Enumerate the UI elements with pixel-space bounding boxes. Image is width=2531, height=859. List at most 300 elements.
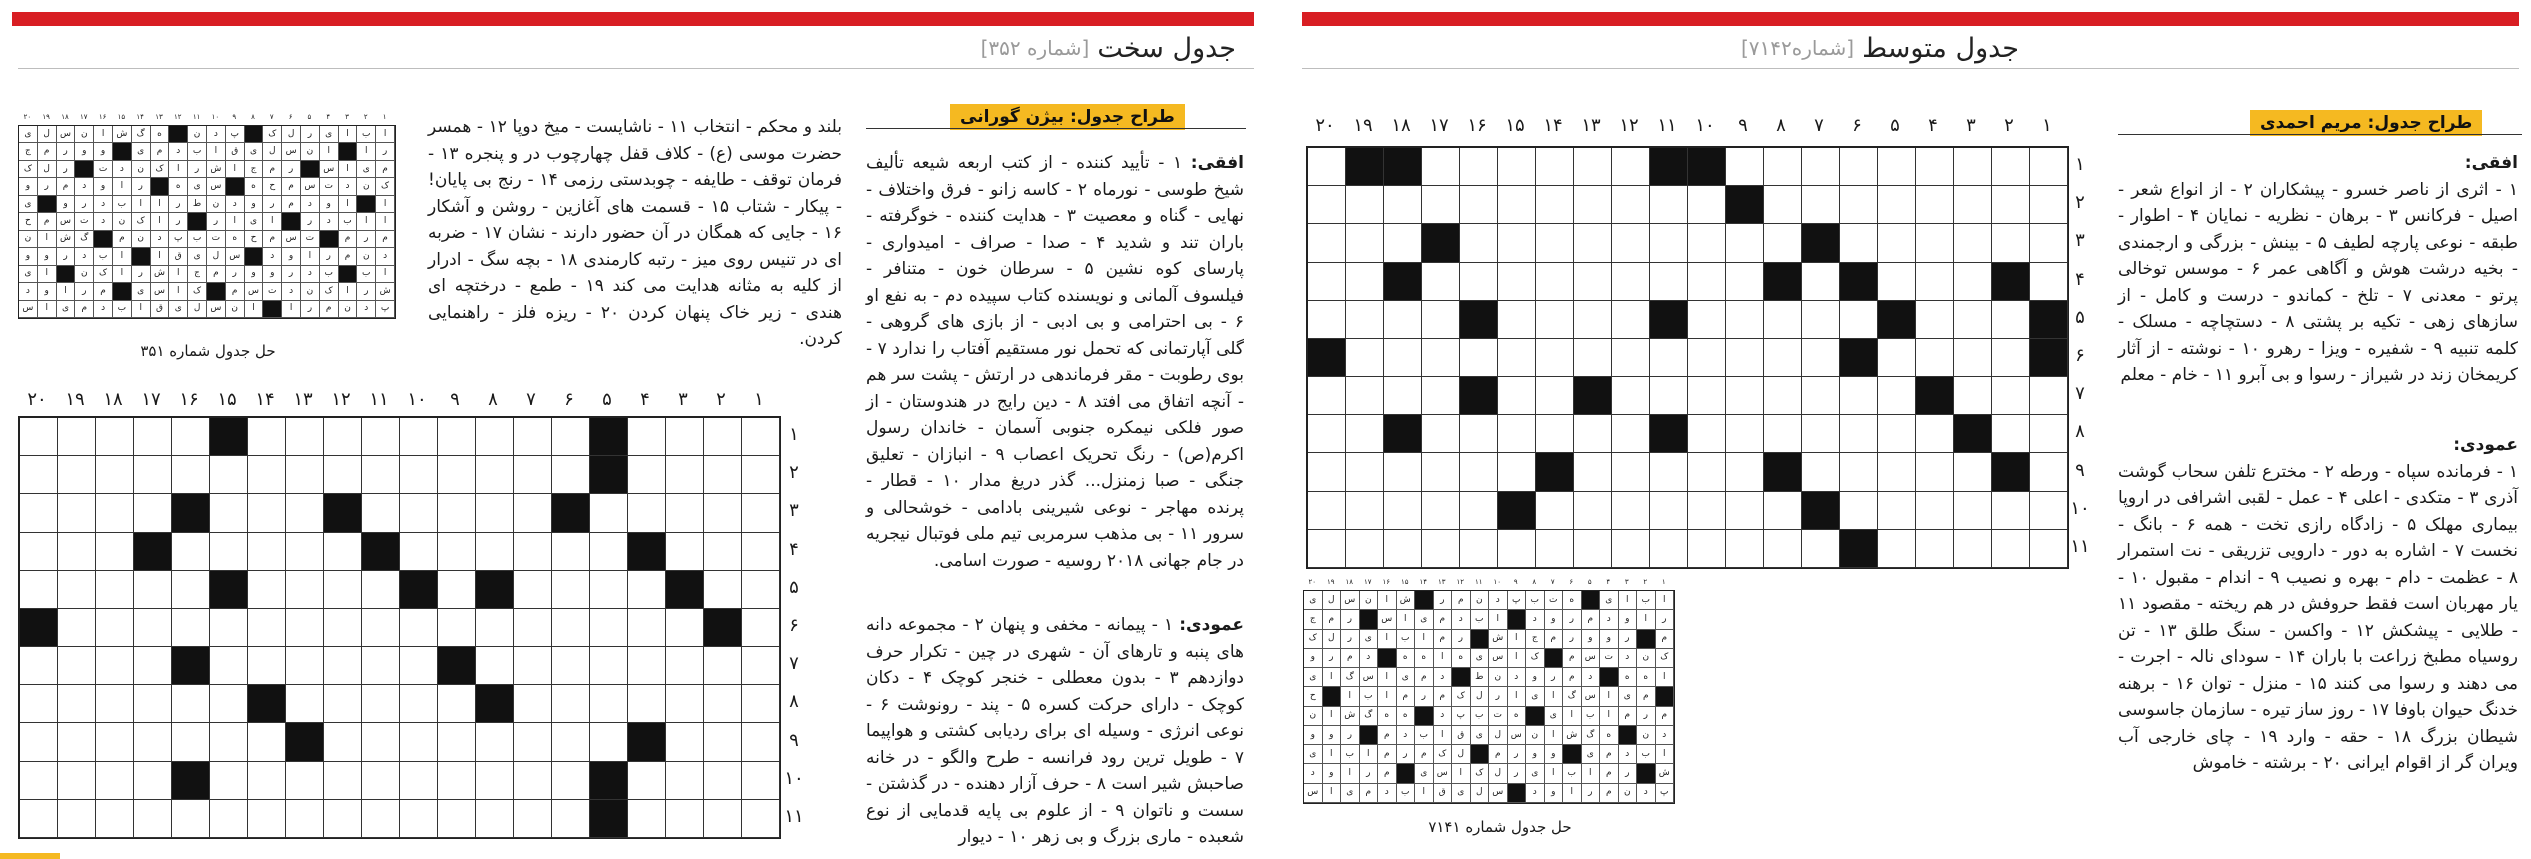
grid-cell[interactable] [1764, 377, 1802, 415]
grid-cell[interactable] [324, 609, 362, 647]
grid-cell[interactable] [1802, 263, 1840, 301]
grid-cell[interactable] [172, 456, 210, 494]
grid-cell[interactable] [324, 762, 362, 800]
grid-cell[interactable] [248, 418, 286, 456]
grid-cell[interactable] [1574, 339, 1612, 377]
crossword-grid-medium[interactable] [1306, 146, 2069, 569]
grid-cell[interactable] [1346, 224, 1384, 262]
grid-cell[interactable] [1802, 148, 1840, 186]
grid-cell[interactable] [666, 609, 704, 647]
grid-cell[interactable] [172, 571, 210, 609]
grid-cell[interactable] [438, 456, 476, 494]
grid-cell[interactable] [704, 533, 742, 571]
grid-cell[interactable] [134, 723, 172, 761]
grid-cell[interactable] [1536, 148, 1574, 186]
grid-cell[interactable] [1954, 453, 1992, 491]
grid-cell[interactable] [1878, 224, 1916, 262]
grid-cell[interactable] [2030, 224, 2068, 262]
grid-cell[interactable] [1612, 263, 1650, 301]
grid-cell[interactable] [1954, 377, 1992, 415]
grid-cell[interactable] [628, 494, 666, 532]
grid-cell[interactable] [514, 456, 552, 494]
grid-cell[interactable] [590, 723, 628, 761]
grid-cell[interactable] [1878, 415, 1916, 453]
grid-cell[interactable] [1688, 530, 1726, 568]
grid-cell[interactable] [172, 533, 210, 571]
grid-cell[interactable] [1992, 148, 2030, 186]
grid-cell[interactable] [400, 609, 438, 647]
grid-cell[interactable] [704, 800, 742, 838]
grid-cell[interactable] [1688, 453, 1726, 491]
grid-cell[interactable] [514, 762, 552, 800]
grid-cell[interactable] [514, 685, 552, 723]
grid-cell[interactable] [514, 800, 552, 838]
grid-cell[interactable] [400, 647, 438, 685]
grid-cell[interactable] [1536, 339, 1574, 377]
grid-cell[interactable] [324, 685, 362, 723]
grid-cell[interactable] [286, 685, 324, 723]
grid-cell[interactable] [1536, 377, 1574, 415]
grid-cell[interactable] [1992, 415, 2030, 453]
grid-cell[interactable] [1764, 492, 1802, 530]
grid-cell[interactable] [1498, 301, 1536, 339]
grid-cell[interactable] [20, 647, 58, 685]
grid-cell[interactable] [438, 533, 476, 571]
grid-cell[interactable] [1992, 224, 2030, 262]
grid-cell[interactable] [1764, 186, 1802, 224]
grid-cell[interactable] [1498, 377, 1536, 415]
grid-cell[interactable] [1422, 186, 1460, 224]
grid-cell[interactable] [1422, 339, 1460, 377]
grid-cell[interactable] [590, 571, 628, 609]
grid-cell[interactable] [1308, 415, 1346, 453]
grid-cell[interactable] [324, 647, 362, 685]
grid-cell[interactable] [1574, 148, 1612, 186]
grid-cell[interactable] [1422, 530, 1460, 568]
grid-cell[interactable] [58, 571, 96, 609]
grid-cell[interactable] [666, 647, 704, 685]
grid-cell[interactable] [1612, 186, 1650, 224]
grid-cell[interactable] [438, 571, 476, 609]
crossword-grid-hard[interactable] [18, 416, 781, 839]
grid-cell[interactable] [1612, 492, 1650, 530]
grid-cell[interactable] [1346, 186, 1384, 224]
grid-cell[interactable] [666, 762, 704, 800]
grid-cell[interactable] [514, 418, 552, 456]
grid-cell[interactable] [248, 762, 286, 800]
grid-cell[interactable] [1840, 148, 1878, 186]
grid-cell[interactable] [324, 571, 362, 609]
grid-cell[interactable] [134, 800, 172, 838]
grid-cell[interactable] [1498, 453, 1536, 491]
grid-cell[interactable] [2030, 186, 2068, 224]
grid-cell[interactable] [1840, 377, 1878, 415]
grid-cell[interactable] [552, 685, 590, 723]
grid-cell[interactable] [134, 762, 172, 800]
grid-cell[interactable] [134, 418, 172, 456]
grid-cell[interactable] [96, 685, 134, 723]
grid-cell[interactable] [1916, 148, 1954, 186]
grid-cell[interactable] [172, 685, 210, 723]
grid-cell[interactable] [324, 418, 362, 456]
grid-cell[interactable] [286, 533, 324, 571]
grid-cell[interactable] [362, 647, 400, 685]
grid-cell[interactable] [96, 762, 134, 800]
grid-cell[interactable] [742, 609, 780, 647]
grid-cell[interactable] [1308, 453, 1346, 491]
grid-cell[interactable] [1650, 492, 1688, 530]
grid-cell[interactable] [362, 418, 400, 456]
grid-cell[interactable] [1764, 224, 1802, 262]
grid-cell[interactable] [476, 609, 514, 647]
grid-cell[interactable] [1802, 530, 1840, 568]
grid-cell[interactable] [362, 609, 400, 647]
grid-cell[interactable] [552, 800, 590, 838]
grid-cell[interactable] [20, 456, 58, 494]
grid-cell[interactable] [286, 418, 324, 456]
grid-cell[interactable] [1802, 339, 1840, 377]
grid-cell[interactable] [742, 647, 780, 685]
grid-cell[interactable] [1422, 377, 1460, 415]
grid-cell[interactable] [742, 494, 780, 532]
grid-cell[interactable] [1574, 453, 1612, 491]
grid-cell[interactable] [134, 456, 172, 494]
grid-cell[interactable] [666, 723, 704, 761]
grid-cell[interactable] [400, 494, 438, 532]
grid-cell[interactable] [1650, 377, 1688, 415]
grid-cell[interactable] [286, 494, 324, 532]
grid-cell[interactable] [1726, 453, 1764, 491]
grid-cell[interactable] [742, 723, 780, 761]
grid-cell[interactable] [1422, 301, 1460, 339]
grid-cell[interactable] [286, 571, 324, 609]
grid-cell[interactable] [1498, 224, 1536, 262]
grid-cell[interactable] [1802, 415, 1840, 453]
grid-cell[interactable] [1802, 453, 1840, 491]
grid-cell[interactable] [1726, 301, 1764, 339]
grid-cell[interactable] [1460, 148, 1498, 186]
grid-cell[interactable] [20, 800, 58, 838]
grid-cell[interactable] [1574, 263, 1612, 301]
grid-cell[interactable] [666, 456, 704, 494]
grid-cell[interactable] [1384, 492, 1422, 530]
grid-cell[interactable] [362, 685, 400, 723]
grid-cell[interactable] [1308, 263, 1346, 301]
grid-cell[interactable] [1954, 263, 1992, 301]
grid-cell[interactable] [1916, 453, 1954, 491]
grid-cell[interactable] [628, 418, 666, 456]
grid-cell[interactable] [2030, 453, 2068, 491]
grid-cell[interactable] [1840, 301, 1878, 339]
grid-cell[interactable] [590, 647, 628, 685]
grid-cell[interactable] [1308, 224, 1346, 262]
grid-cell[interactable] [704, 762, 742, 800]
grid-cell[interactable] [1384, 224, 1422, 262]
grid-cell[interactable] [1536, 492, 1574, 530]
grid-cell[interactable] [96, 533, 134, 571]
grid-cell[interactable] [1346, 339, 1384, 377]
grid-cell[interactable] [20, 571, 58, 609]
grid-cell[interactable] [1916, 339, 1954, 377]
grid-cell[interactable] [58, 533, 96, 571]
grid-cell[interactable] [1916, 492, 1954, 530]
grid-cell[interactable] [628, 609, 666, 647]
grid-cell[interactable] [1916, 224, 1954, 262]
grid-cell[interactable] [666, 685, 704, 723]
grid-cell[interactable] [1422, 453, 1460, 491]
grid-cell[interactable] [1992, 339, 2030, 377]
grid-cell[interactable] [742, 800, 780, 838]
grid-cell[interactable] [2030, 530, 2068, 568]
grid-cell[interactable] [438, 609, 476, 647]
grid-cell[interactable] [1916, 186, 1954, 224]
grid-cell[interactable] [324, 533, 362, 571]
grid-cell[interactable] [58, 800, 96, 838]
grid-cell[interactable] [1384, 530, 1422, 568]
grid-cell[interactable] [1346, 530, 1384, 568]
grid-cell[interactable] [742, 762, 780, 800]
grid-cell[interactable] [1726, 263, 1764, 301]
grid-cell[interactable] [1992, 530, 2030, 568]
grid-cell[interactable] [552, 647, 590, 685]
grid-cell[interactable] [58, 494, 96, 532]
grid-cell[interactable] [1992, 301, 2030, 339]
grid-cell[interactable] [1346, 263, 1384, 301]
grid-cell[interactable] [2030, 377, 2068, 415]
grid-cell[interactable] [248, 647, 286, 685]
grid-cell[interactable] [476, 456, 514, 494]
grid-cell[interactable] [20, 685, 58, 723]
grid-cell[interactable] [1650, 530, 1688, 568]
grid-cell[interactable] [514, 494, 552, 532]
grid-cell[interactable] [286, 762, 324, 800]
grid-cell[interactable] [1612, 453, 1650, 491]
grid-cell[interactable] [362, 723, 400, 761]
grid-cell[interactable] [248, 571, 286, 609]
grid-cell[interactable] [1384, 301, 1422, 339]
grid-cell[interactable] [590, 609, 628, 647]
grid-cell[interactable] [666, 418, 704, 456]
grid-cell[interactable] [1954, 339, 1992, 377]
grid-cell[interactable] [438, 418, 476, 456]
grid-cell[interactable] [1612, 415, 1650, 453]
grid-cell[interactable] [400, 800, 438, 838]
grid-cell[interactable] [1460, 453, 1498, 491]
grid-cell[interactable] [1308, 530, 1346, 568]
grid-cell[interactable] [286, 800, 324, 838]
grid-cell[interactable] [1992, 377, 2030, 415]
grid-cell[interactable] [704, 494, 742, 532]
grid-cell[interactable] [1574, 224, 1612, 262]
grid-cell[interactable] [362, 456, 400, 494]
grid-cell[interactable] [590, 533, 628, 571]
grid-cell[interactable] [1612, 530, 1650, 568]
grid-cell[interactable] [628, 456, 666, 494]
grid-cell[interactable] [1992, 186, 2030, 224]
grid-cell[interactable] [1878, 377, 1916, 415]
grid-cell[interactable] [552, 762, 590, 800]
grid-cell[interactable] [1498, 415, 1536, 453]
grid-cell[interactable] [1536, 186, 1574, 224]
grid-cell[interactable] [1726, 224, 1764, 262]
grid-cell[interactable] [704, 723, 742, 761]
grid-cell[interactable] [628, 762, 666, 800]
grid-cell[interactable] [552, 418, 590, 456]
grid-cell[interactable] [400, 418, 438, 456]
grid-cell[interactable] [58, 609, 96, 647]
grid-cell[interactable] [742, 456, 780, 494]
grid-cell[interactable] [400, 762, 438, 800]
grid-cell[interactable] [666, 533, 704, 571]
grid-cell[interactable] [1536, 263, 1574, 301]
grid-cell[interactable] [20, 418, 58, 456]
grid-cell[interactable] [1308, 492, 1346, 530]
grid-cell[interactable] [362, 494, 400, 532]
grid-cell[interactable] [1764, 148, 1802, 186]
grid-cell[interactable] [1954, 148, 1992, 186]
grid-cell[interactable] [400, 533, 438, 571]
grid-cell[interactable] [20, 723, 58, 761]
grid-cell[interactable] [1840, 186, 1878, 224]
grid-cell[interactable] [742, 418, 780, 456]
grid-cell[interactable] [1612, 148, 1650, 186]
grid-cell[interactable] [1992, 492, 2030, 530]
grid-cell[interactable] [324, 456, 362, 494]
grid-cell[interactable] [1688, 339, 1726, 377]
grid-cell[interactable] [552, 723, 590, 761]
grid-cell[interactable] [1460, 263, 1498, 301]
grid-cell[interactable] [514, 609, 552, 647]
grid-cell[interactable] [172, 609, 210, 647]
grid-cell[interactable] [1726, 339, 1764, 377]
grid-cell[interactable] [1498, 530, 1536, 568]
grid-cell[interactable] [1498, 148, 1536, 186]
grid-cell[interactable] [134, 647, 172, 685]
grid-cell[interactable] [1460, 492, 1498, 530]
grid-cell[interactable] [248, 533, 286, 571]
grid-cell[interactable] [1916, 263, 1954, 301]
grid-cell[interactable] [704, 418, 742, 456]
grid-cell[interactable] [438, 800, 476, 838]
grid-cell[interactable] [96, 418, 134, 456]
grid-cell[interactable] [96, 609, 134, 647]
grid-cell[interactable] [1650, 339, 1688, 377]
grid-cell[interactable] [210, 456, 248, 494]
grid-cell[interactable] [1536, 415, 1574, 453]
grid-cell[interactable] [248, 494, 286, 532]
grid-cell[interactable] [1536, 530, 1574, 568]
grid-cell[interactable] [362, 800, 400, 838]
grid-cell[interactable] [1422, 492, 1460, 530]
grid-cell[interactable] [400, 456, 438, 494]
grid-cell[interactable] [1840, 492, 1878, 530]
grid-cell[interactable] [666, 800, 704, 838]
grid-cell[interactable] [134, 494, 172, 532]
grid-cell[interactable] [552, 456, 590, 494]
grid-cell[interactable] [210, 494, 248, 532]
grid-cell[interactable] [286, 609, 324, 647]
grid-cell[interactable] [1384, 339, 1422, 377]
grid-cell[interactable] [1308, 148, 1346, 186]
grid-cell[interactable] [134, 685, 172, 723]
grid-cell[interactable] [704, 647, 742, 685]
grid-cell[interactable] [1346, 453, 1384, 491]
grid-cell[interactable] [58, 456, 96, 494]
grid-cell[interactable] [1688, 186, 1726, 224]
grid-cell[interactable] [476, 723, 514, 761]
grid-cell[interactable] [1878, 186, 1916, 224]
grid-cell[interactable] [58, 418, 96, 456]
grid-cell[interactable] [1726, 530, 1764, 568]
grid-cell[interactable] [590, 494, 628, 532]
grid-cell[interactable] [1878, 339, 1916, 377]
grid-cell[interactable] [96, 456, 134, 494]
grid-cell[interactable] [1422, 415, 1460, 453]
grid-cell[interactable] [1878, 492, 1916, 530]
grid-cell[interactable] [1954, 492, 1992, 530]
grid-cell[interactable] [210, 533, 248, 571]
grid-cell[interactable] [1726, 492, 1764, 530]
grid-cell[interactable] [248, 609, 286, 647]
grid-cell[interactable] [742, 685, 780, 723]
grid-cell[interactable] [248, 800, 286, 838]
grid-cell[interactable] [58, 762, 96, 800]
grid-cell[interactable] [1840, 224, 1878, 262]
grid-cell[interactable] [1764, 339, 1802, 377]
grid-cell[interactable] [1688, 301, 1726, 339]
grid-cell[interactable] [96, 800, 134, 838]
grid-cell[interactable] [476, 647, 514, 685]
grid-cell[interactable] [210, 723, 248, 761]
grid-cell[interactable] [438, 762, 476, 800]
grid-cell[interactable] [248, 456, 286, 494]
grid-cell[interactable] [1346, 492, 1384, 530]
grid-cell[interactable] [324, 723, 362, 761]
grid-cell[interactable] [476, 762, 514, 800]
grid-cell[interactable] [210, 800, 248, 838]
grid-cell[interactable] [1878, 148, 1916, 186]
grid-cell[interactable] [1422, 263, 1460, 301]
grid-cell[interactable] [1612, 301, 1650, 339]
grid-cell[interactable] [438, 723, 476, 761]
grid-cell[interactable] [1878, 263, 1916, 301]
grid-cell[interactable] [58, 647, 96, 685]
grid-cell[interactable] [514, 723, 552, 761]
grid-cell[interactable] [1384, 186, 1422, 224]
grid-cell[interactable] [476, 533, 514, 571]
grid-cell[interactable] [476, 494, 514, 532]
grid-cell[interactable] [1460, 186, 1498, 224]
grid-cell[interactable] [438, 685, 476, 723]
grid-cell[interactable] [628, 571, 666, 609]
grid-cell[interactable] [590, 685, 628, 723]
grid-cell[interactable] [1650, 224, 1688, 262]
grid-cell[interactable] [1726, 377, 1764, 415]
grid-cell[interactable] [1954, 224, 1992, 262]
grid-cell[interactable] [1878, 453, 1916, 491]
grid-cell[interactable] [476, 418, 514, 456]
grid-cell[interactable] [1650, 186, 1688, 224]
grid-cell[interactable] [2030, 148, 2068, 186]
grid-cell[interactable] [552, 609, 590, 647]
grid-cell[interactable] [1346, 377, 1384, 415]
grid-cell[interactable] [1308, 186, 1346, 224]
grid-cell[interactable] [134, 609, 172, 647]
grid-cell[interactable] [172, 723, 210, 761]
grid-cell[interactable] [134, 571, 172, 609]
grid-cell[interactable] [628, 800, 666, 838]
grid-cell[interactable] [514, 533, 552, 571]
